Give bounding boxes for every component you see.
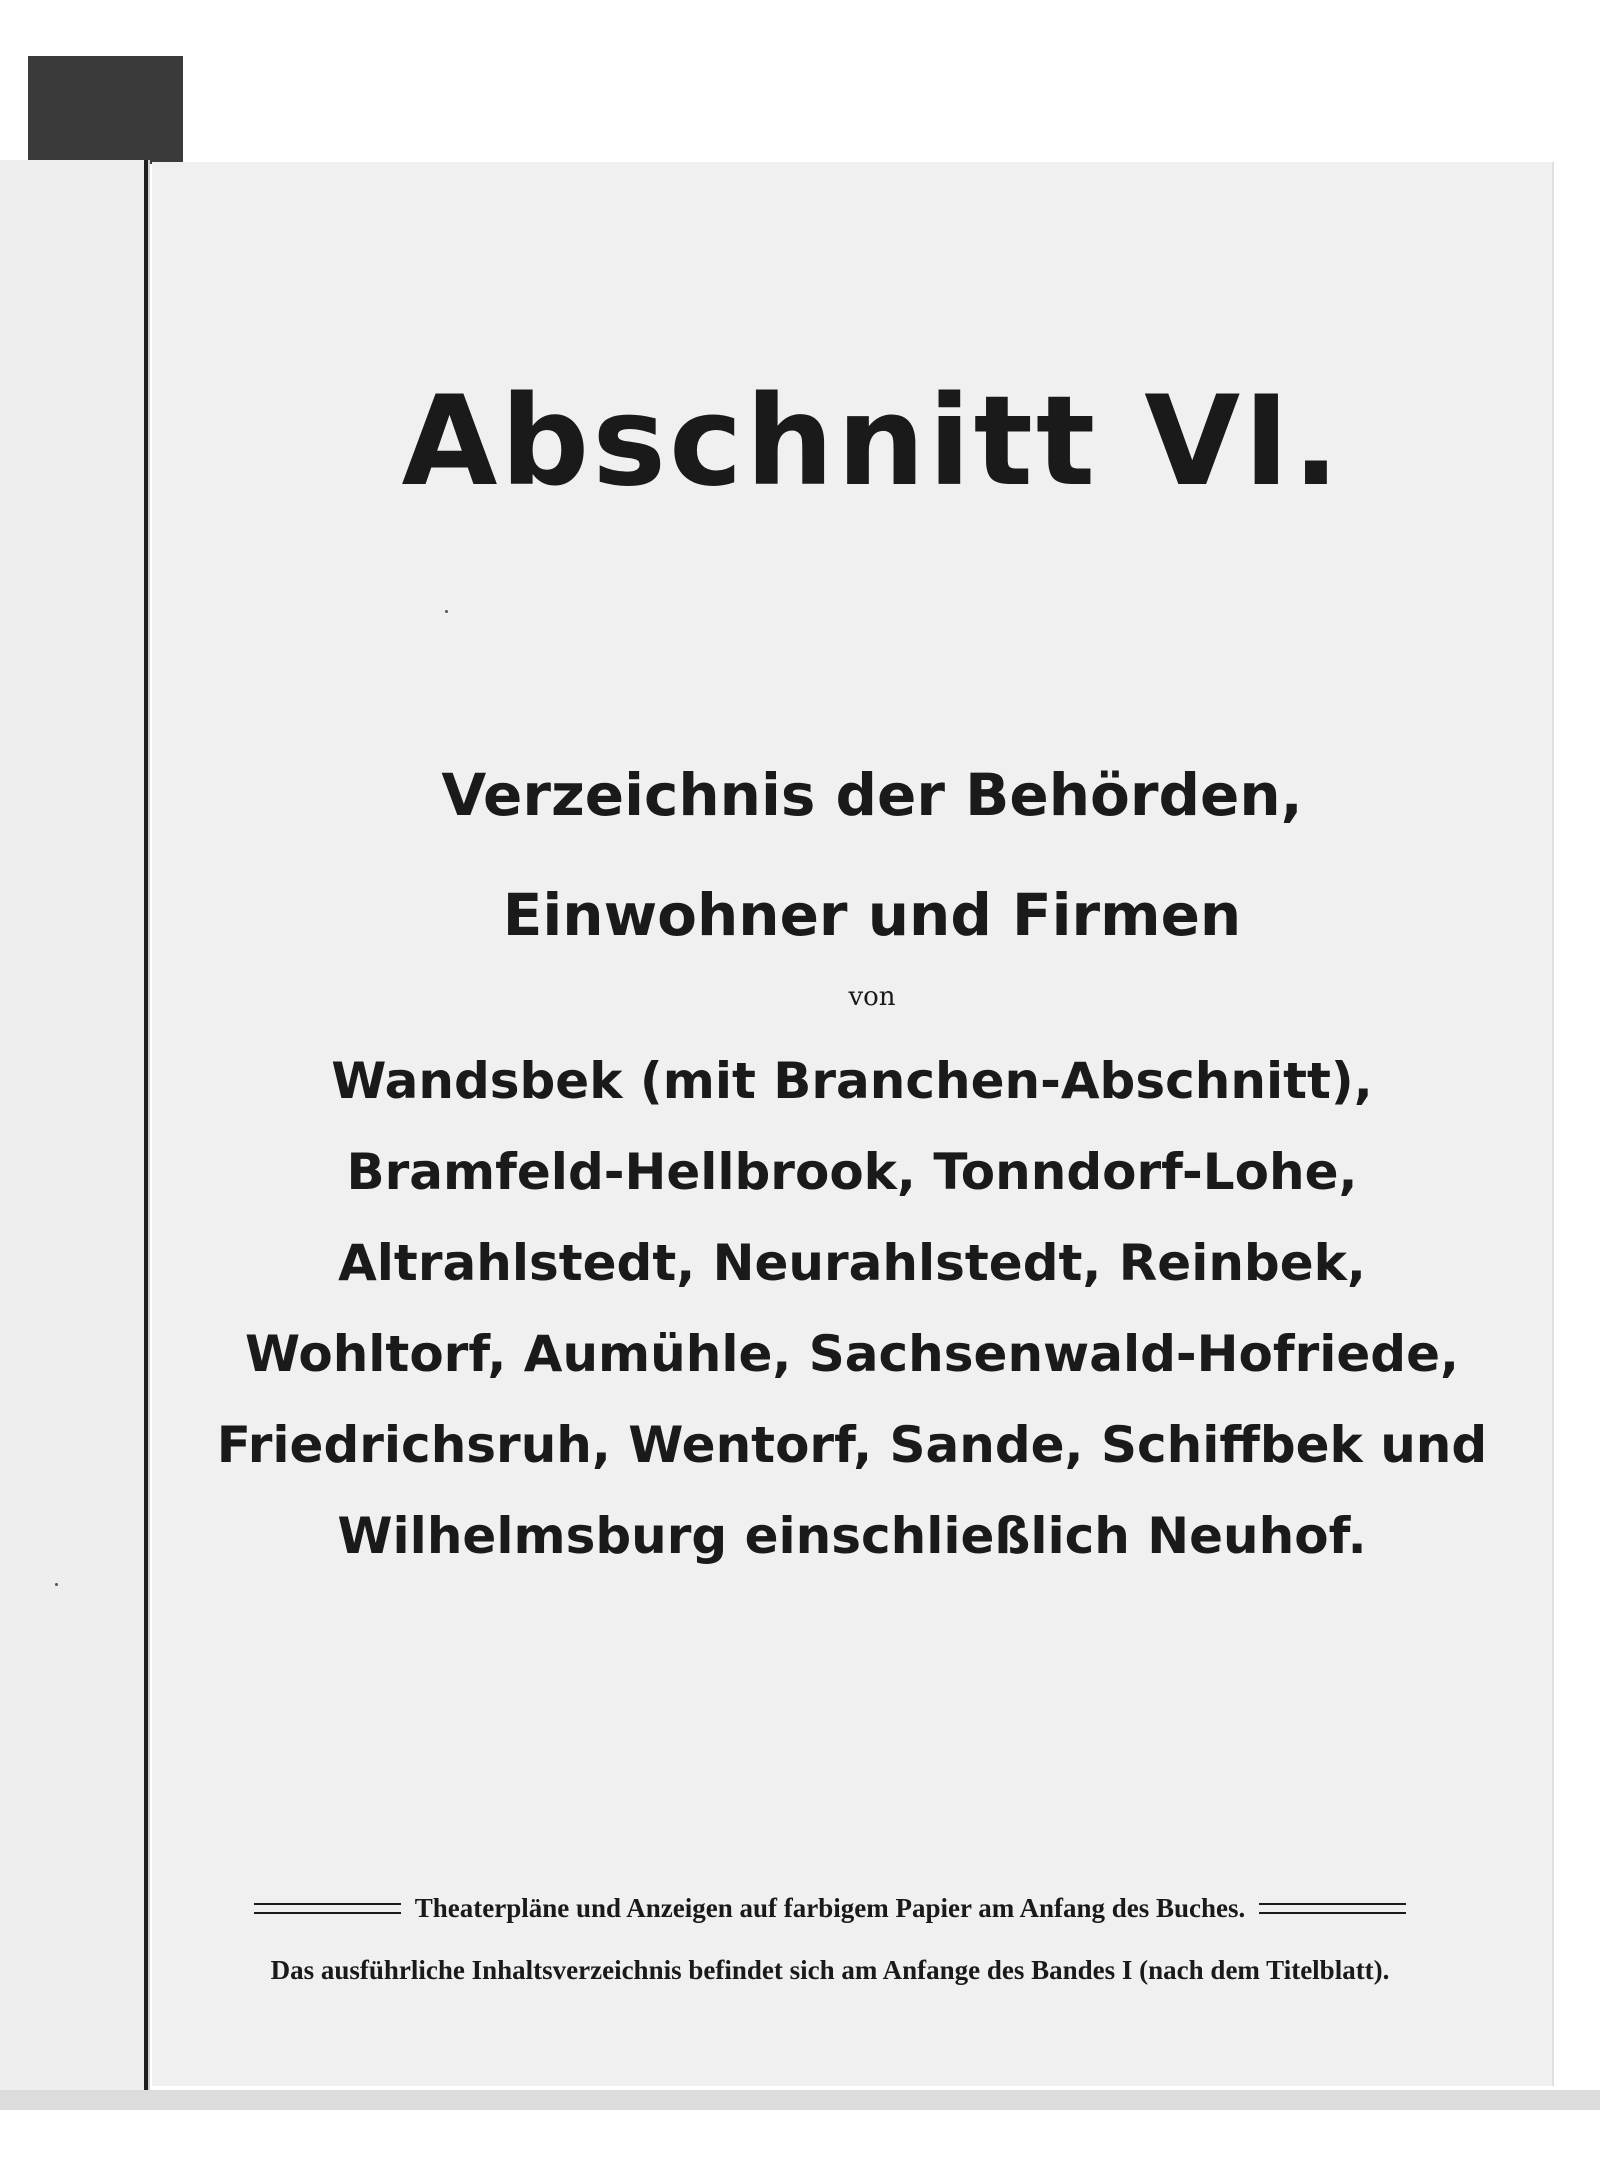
- subtitle-line-1: Verzeichnis der Behörden,: [441, 761, 1303, 829]
- left-page-edge: [0, 160, 150, 2090]
- footnote-2: [240, 1955, 1420, 1986]
- speck: [55, 1583, 58, 1586]
- subtitle-line-2: Einwohner und Firmen: [502, 881, 1242, 949]
- place-line: Wandsbek (mit Branchen-Abschnitt),: [331, 1052, 1373, 1110]
- places-list: [152, 1036, 1552, 1582]
- place-line: Bramfeld-Hellbrook, Tonndorf-Lohe,: [346, 1143, 1358, 1201]
- section-heading: Abschnitt VI.: [401, 370, 1343, 514]
- double-rule-right: [1259, 1903, 1406, 1914]
- footnote-1: [240, 1893, 1420, 1924]
- speck: [445, 610, 448, 613]
- place-line: Altrahlstedt, Neurahlstedt, Reinbek,: [338, 1234, 1366, 1292]
- footnote-1-text: Theaterpläne und Anzeigen auf farbigem Papier am Anfang des Buches.: [414, 1893, 1246, 1923]
- bottom-edge: [0, 2090, 1600, 2110]
- connector-word: von: [848, 982, 896, 1012]
- book-binding: [144, 160, 148, 2090]
- double-rule-left: [254, 1903, 401, 1914]
- place-line: Wilhelmsburg einschließlich Neuhof.: [337, 1507, 1367, 1565]
- place-line: Friedrichsruh, Wentorf, Sande, Schiffbek und: [216, 1416, 1488, 1474]
- footnote-2-text: Das ausführliche Inhaltsverzeichnis befindet sich am Anfange des Bandes I (nach dem Titelblatt).: [270, 1955, 1390, 1985]
- place-line: Wohltorf, Aumühle, Sachsenwald-Hofriede,: [244, 1325, 1460, 1383]
- book-tab-strip: [28, 56, 183, 164]
